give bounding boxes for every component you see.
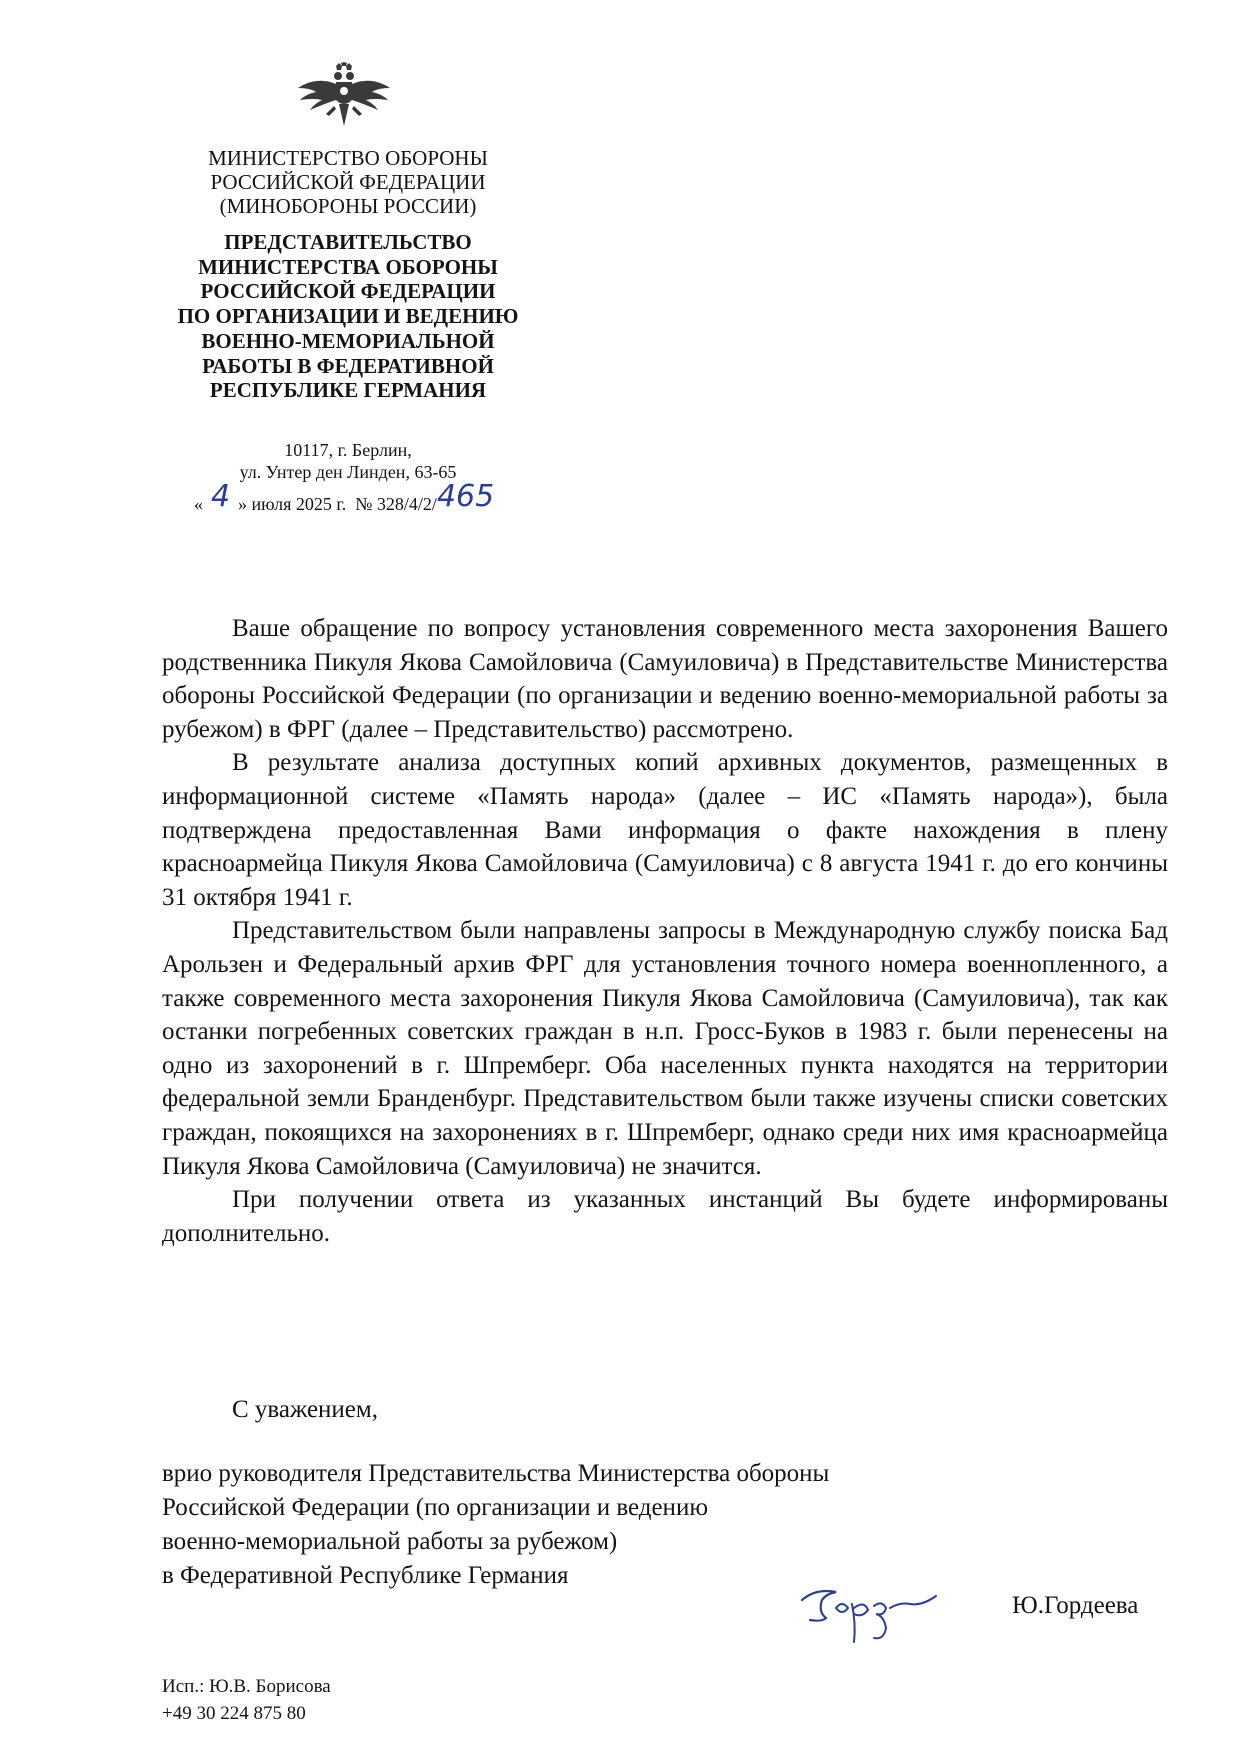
ministry-name — [150, 146, 546, 218]
representation-line: РОССИЙСКОЙ ФЕДЕРАЦИИ — [200, 279, 496, 304]
signatory-title-line: Российской Федерации (по организации и ведению — [162, 1494, 708, 1521]
body-paragraph: Представительством были направлены запросы в Международную службу поиска Бад Арользен и Федеральный архив ФРГ для установления точного номера военнопленного, а также современного места захоронения Пикуля Якова Самойловича (Самуиловича), так как останки погребенных советских граждан в н.п. Гросс-Буков в 1983 г. были перенесены на одно из захоронений в г. Шпремберг. Оба населенных пункта находятся на территории федеральной земли Бранденбург. Представительством были также изучены списки советских граждан, покоящихся на захоронениях в г. Шпремберг, однако среди них имя красноармейца Пикуля Якова Самойловича (Самуиловича) не значится. — [162, 917, 1168, 1180]
representation-line: ПРЕДСТАВИТЕЛЬСТВО — [224, 230, 472, 254]
date-open-quote: « — [194, 494, 203, 514]
body-paragraph: Ваше обращение по вопросу установления современного места захоронения Вашего родственника Пикуля Якова Самойловича (Самуиловича) в Представительстве Министерства обороны Российской Федерации (по организации и ведению военно-мемориальной работы за рубежом) в ФРГ (далее – Представительство) рассмотрено. — [162, 615, 1168, 743]
document-number-prefix: № 328/4/2/ — [355, 494, 437, 514]
double-headed-eagle-emblem-icon — [296, 62, 392, 134]
date-month-year: июля 2025 г. — [251, 494, 347, 514]
signatory-title-line: в Федеративной Республике Германия — [162, 1562, 569, 1589]
body-paragraph: При получении ответа из указанных инстанций Вы будете информированы дополнительно. — [162, 1186, 1168, 1247]
body-paragraph: В результате анализа доступных копий архивных документов, размещенных в информационной системе «Память народа» (далее – ИС «Память народа»), была подтверждена предоставленная Вами информация о факте нахождения в плену красноармейца Пикуля Якова Самойловича (Самуиловича) с 8 августа 1941 г. до его кончины 31 октября 1941 г. — [162, 749, 1168, 911]
ministry-line: МИНИСТЕРСТВО ОБОРОНЫ — [208, 146, 488, 170]
signatory-title-line: военно-мемориальной работы за рубежом) — [162, 1528, 618, 1555]
executor-name: Исп.: Ю.В. Борисова — [162, 1676, 331, 1697]
representation-line: РЕСПУБЛИКЕ ГЕРМАНИЯ — [209, 378, 487, 403]
representation-line: ВОЕННО-МЕМОРИАЛЬНОЙ — [201, 328, 495, 353]
representation-name — [150, 230, 546, 403]
signatory-title-line: врио руководителя Представительства Министерства обороны — [162, 1460, 830, 1487]
signatory-title — [162, 1457, 829, 1593]
representation-line: ПО ОРГАНИЗАЦИИ И ВЕДЕНИЮ — [177, 304, 519, 329]
address — [150, 439, 546, 483]
handwritten-signature-icon — [796, 1578, 946, 1648]
address-line: 10117, г. Берлин, — [284, 440, 412, 460]
handwritten-day: 4 — [210, 479, 231, 514]
date-close-quote: » — [238, 494, 247, 514]
ministry-line: (МИНОБОРОНЫ РОССИИ) — [219, 194, 477, 218]
signer-name: Ю.Гордеева — [1012, 1592, 1139, 1619]
salutation: С уважением, — [232, 1396, 378, 1423]
date-and-number — [194, 479, 495, 518]
ministry-line: РОССИЙСКОЙ ФЕДЕРАЦИИ — [210, 170, 486, 194]
representation-line: РАБОТЫ В ФЕДЕРАТИВНОЙ — [202, 353, 494, 378]
executor-info — [162, 1673, 331, 1727]
executor-phone: +49 30 224 875 80 — [162, 1703, 306, 1724]
address-line: ул. Унтер ден Линден, 63-65 — [239, 462, 457, 482]
letter-body — [162, 612, 1168, 1250]
handwritten-number-suffix: 465 — [436, 479, 495, 514]
representation-line: МИНИСТЕРСТВА ОБОРОНЫ — [198, 254, 498, 279]
